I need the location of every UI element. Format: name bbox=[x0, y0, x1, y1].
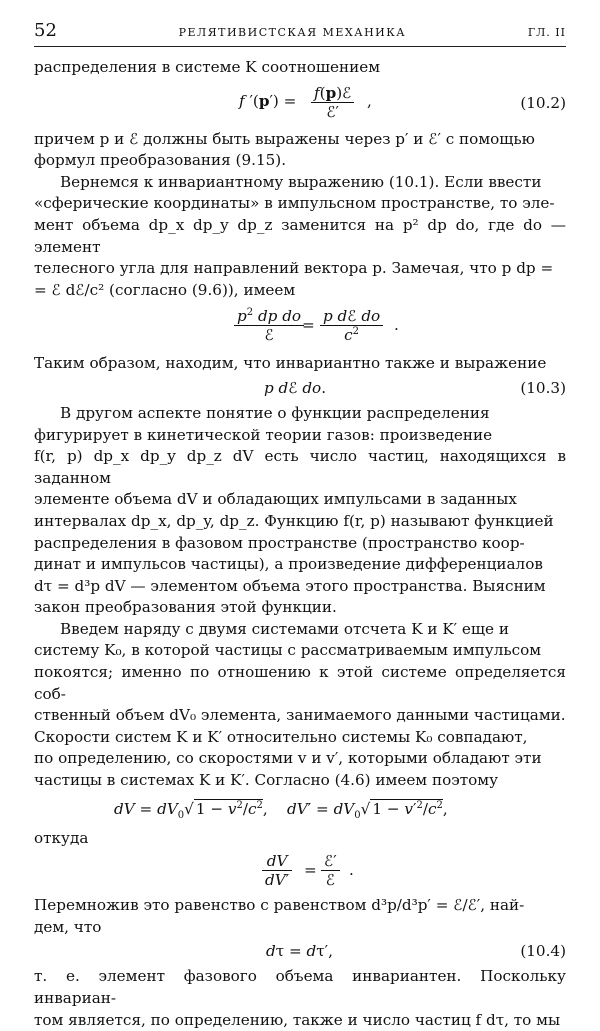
paragraph-3-line-2: «сферические координаты» в импульсном пространстве, то эле- bbox=[34, 194, 555, 213]
equation-10-3: p dℰ do. (10.3) bbox=[34, 378, 566, 400]
paragraph-5-line-8: dτ = d³p dV — элементом объема этого пространства. Выясним bbox=[34, 576, 546, 595]
running-title: РЕЛЯТИВИСТСКАЯ МЕХАНИКА bbox=[178, 26, 407, 39]
paragraph-2-line-2: формул преобразования (9.15). bbox=[34, 151, 287, 170]
paragraph-6-line-6: по определению, со скоростями v и v′, которыми обладают эти bbox=[34, 749, 542, 768]
book-page bbox=[34, 20, 566, 1031]
equation-unnumbered-2: dV = $dV_0√$ $1 - v^2/c^2$, $dV' = dV_0√$ $1 - v'^2/c^2$, bbox=[114, 799, 448, 821]
equation-number: (10.2) bbox=[520, 93, 566, 112]
paragraph-7: откуда bbox=[34, 828, 89, 847]
paragraph-2-line-1: причем p и ℰ должны быть выражены через p′ и ℰ′ с помощью bbox=[34, 129, 535, 148]
page-number: 52 bbox=[34, 20, 57, 41]
paragraph-6-line-5: Скорости систем K и K′ относительно системы K₀ совпадают, bbox=[34, 727, 528, 746]
paragraph-6-line-1: Введем наряду с двумя системами отсчета K и K′ еще и bbox=[60, 619, 509, 638]
paragraph-5-line-7: динат и импульсов частицы), а произведение дифференциалов bbox=[34, 555, 543, 574]
paragraph-3-line-1: Вернемся к инвариантному выражению (10.1). Если ввести bbox=[60, 172, 542, 191]
paragraph-1: распределения в системе K соотношением bbox=[34, 58, 381, 76]
paragraph-6-line-7: частицы в системах K и K′. Согласно (4.6) имеем поэтому bbox=[34, 771, 499, 790]
paragraph-6-line-2: систему K₀, в которой частицы с рассматриваемым импульсом bbox=[34, 641, 542, 660]
paragraph-3-line-5: = ℰ dℰ/c² (согласно (9.6)), имеем bbox=[34, 280, 296, 299]
paragraph-5-line-1: В другом аспекте понятие о функции распределения bbox=[60, 403, 490, 422]
paragraph-5-line-4: элементе объема dV и обладающих импульсами в заданных bbox=[34, 490, 517, 509]
chapter-label: ГЛ. II bbox=[527, 26, 566, 39]
equation-10-4: dτ = dτ′, (10.4) bbox=[34, 941, 566, 963]
equation-unnumbered-3: $\frac{dV}{dV'}$ = ℰ′ ℰ . bbox=[34, 852, 566, 892]
paragraph-5-line-5: интервалах dp_x, dp_y, dp_z. Функцию f(r, p) называют функцией bbox=[34, 511, 554, 530]
paragraph-9-line-2: том является, по определению, также и число частиц f dτ, то мы bbox=[34, 1010, 561, 1029]
paragraph-3-line-4: телесного угла для направлений вектора p. Замечая, что p dp = bbox=[34, 259, 554, 278]
page-body bbox=[34, 57, 566, 1031]
equation-number: (10.3) bbox=[520, 379, 566, 398]
paragraph-3-line-3: мент объема dp_x dp_y dp_z заменится на p² dp do, где do — элемент bbox=[34, 215, 566, 256]
equation-number: (10.4) bbox=[520, 942, 566, 961]
paragraph-5-line-6: распределения в фазовом пространстве (пространство коор- bbox=[34, 533, 525, 552]
paragraph-6-line-3: покоятся; именно по отношению к этой системе определяется соб- bbox=[34, 663, 566, 703]
paragraph-5-line-9: закон преобразования этой функции. bbox=[34, 598, 337, 617]
paragraph-5-line-2: фигурирует в кинетической теории газов: произведение bbox=[34, 425, 493, 444]
page-header bbox=[34, 20, 566, 47]
equation-unnumbered-1: $p^2$ dp do ℰ = p dℰ do $c^2$ . bbox=[34, 304, 566, 350]
paragraph-5-line-3: f(r, p) dp_x dp_y dp_z dV есть число частиц, находящихся в заданном bbox=[34, 447, 566, 487]
equation-10-2: f ′(p′) = f(p)ℰ ℰ′ , (10.2) bbox=[239, 83, 566, 121]
paragraph-9-line-1: т. е. элемент фазового объема инвариантен. Поскольку инвариан- bbox=[34, 967, 566, 1007]
paragraph-8-line-1: Перемножив это равенство с равенством d³p/d³p′ = ℰ/ℰ′, най- bbox=[34, 896, 525, 915]
paragraph-6-line-4: ственный объем dV₀ элемента, занимаемого данными частицами. bbox=[34, 706, 566, 725]
paragraph-4: Таким образом, находим, что инвариантно также и выражение bbox=[34, 354, 547, 373]
paragraph-8-line-2: дем, что bbox=[34, 917, 102, 936]
